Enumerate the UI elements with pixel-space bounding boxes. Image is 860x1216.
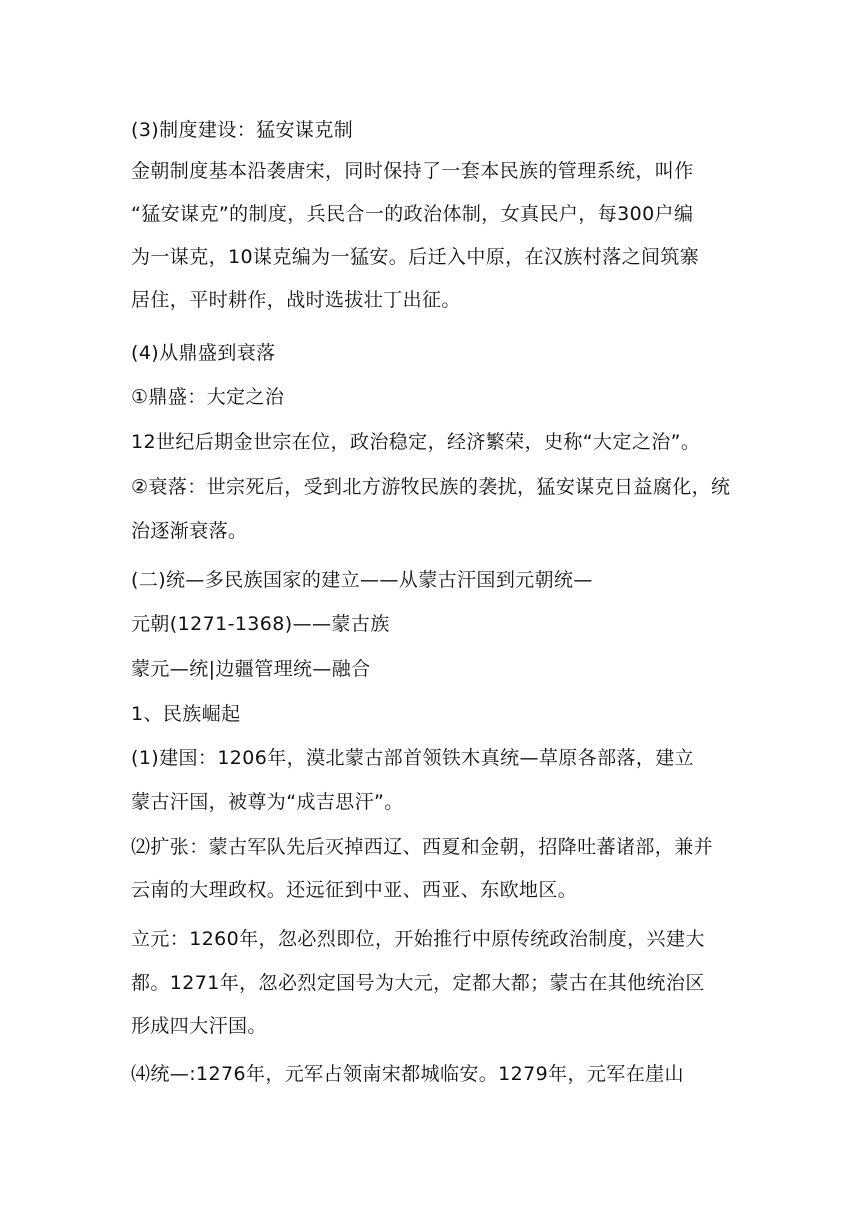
paragraph-line: 居住，平时耕作，战时选拔壮丁出征。 xyxy=(131,289,461,311)
paragraph-line: (1)建国：1206年，漠北蒙古部首领铁木真统—草原各部落，建立 xyxy=(131,747,695,769)
paragraph-line: ②衰落：世宗死后，受到北方游牧民族的袭扰，猛安谋克日益腐化，统 xyxy=(131,476,731,498)
paragraph-line: “猛安谋克”的制度，兵民合一的政治体制，女真民户，每300户编 xyxy=(131,203,694,225)
paragraph-line: 元朝(1271-1368)——蒙古族 xyxy=(131,613,390,635)
paragraph-line: 蒙元—统|边疆管理统—融合 xyxy=(131,658,371,680)
paragraph-line: 立元：1260年，忽必烈即位，开始推行中原传统政治制度，兴建大 xyxy=(131,928,705,950)
paragraph-line: (二)统—多民族国家的建立——从蒙古汗国到元朝统— xyxy=(131,569,593,591)
paragraph-line: 都。1271年，忽必烈定国号为大元，定都大都；蒙古在其他统治区 xyxy=(131,972,705,994)
paragraph-line: 1、民族崛起 xyxy=(131,703,241,725)
paragraph-line: 为一谋克，10谋克编为一猛安。后迁入中原，在汉族村落之间筑寨 xyxy=(131,246,700,268)
paragraph-line: ①鼎盛：大定之治 xyxy=(131,386,285,408)
paragraph-line: 治逐渐衰落。 xyxy=(131,520,248,542)
paragraph-line: 形成四大汗国。 xyxy=(131,1015,267,1037)
paragraph-line: 云南的大理政权。还远征到中亚、西亚、东欧地区。 xyxy=(131,879,578,901)
paragraph-line: 12世纪后期金世宗在位，政治稳定，经济繁荣，史称“大定之治”。 xyxy=(131,431,701,453)
paragraph-line: ⑵扩张：蒙古军队先后灭掉西辽、西夏和金朝，招降吐蕃诸部，兼并 xyxy=(131,836,714,858)
paragraph-line: (3)制度建设：猛安谋克制 xyxy=(131,119,354,141)
paragraph-line: 金朝制度基本沿袭唐宋，同时保持了一套本民族的管理系统，叫作 xyxy=(131,160,694,182)
paragraph-line: 蒙古汗国，被尊为“成吉思汗”。 xyxy=(131,791,404,813)
paragraph-line: ⑷统—:1276年，元军占领南宋都城临安。1279年，元军在崖山 xyxy=(131,1063,684,1085)
paragraph-line: (4)从鼎盛到衰落 xyxy=(131,342,276,364)
